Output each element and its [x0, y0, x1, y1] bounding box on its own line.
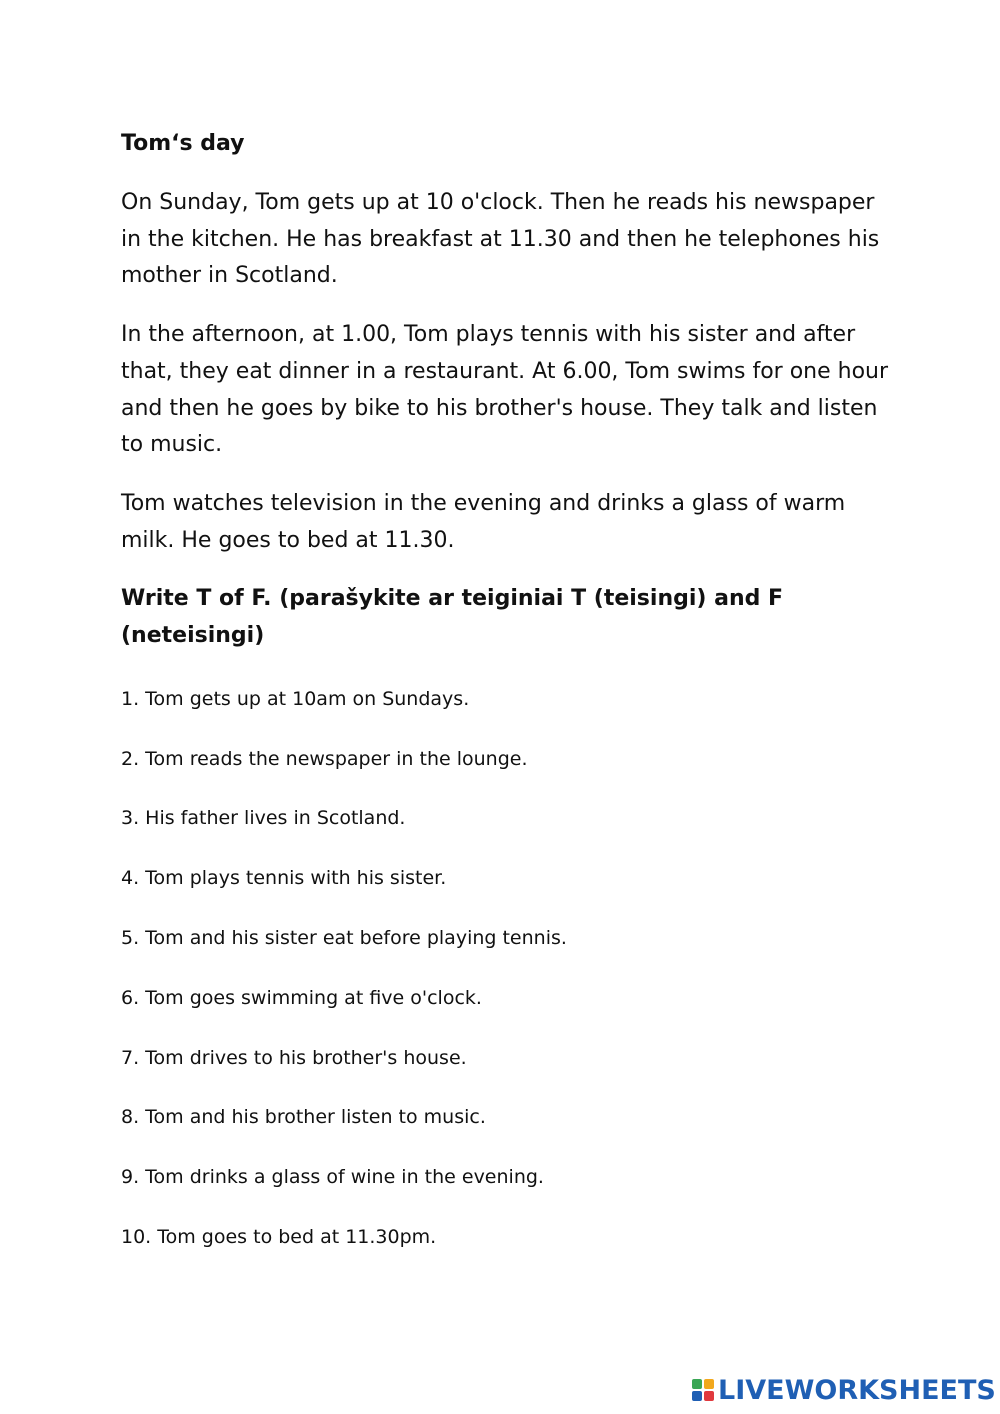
question-item: 2. Tom reads the newspaper in the lounge.	[121, 747, 528, 770]
question-item: 6. Tom goes swimming at five o'clock.	[121, 986, 482, 1009]
liveworksheets-logo-icon	[692, 1379, 714, 1401]
logo-text: LIVEWORKSHEETS	[718, 1374, 996, 1406]
logo-square	[704, 1391, 714, 1401]
logo-square	[692, 1391, 702, 1401]
question-item: 10. Tom goes to bed at 11.30pm.	[121, 1225, 437, 1248]
reading-paragraph-2: In the afternoon, at 1.00, Tom plays tennis with his sister and after that, they eat dinner in a restaurant. At 6.00, Tom swims for one hour and then he goes by bike to his brother's house. They talk and listen to music.	[121, 322, 889, 458]
question-item: 8. Tom and his brother listen to music.	[121, 1106, 486, 1129]
logo-square	[692, 1379, 702, 1389]
question-item: 1. Tom gets up at 10am on Sundays.	[121, 687, 470, 710]
worksheet-content	[121, 128, 901, 1285]
question-item: 4. Tom plays tennis with his sister.	[121, 867, 447, 890]
reading-paragraph-1: On Sunday, Tom gets up at 10 o'clock. Then he reads his newspaper in the kitchen. He has breakfast at 11.30 and then he telephones his mother in Scotland.	[121, 190, 880, 289]
question-item: 7. Tom drives to his brother's house.	[121, 1046, 467, 1069]
worksheet-title: Tom‘s day	[121, 131, 245, 156]
logo-square	[704, 1379, 714, 1389]
question-list	[121, 687, 901, 1249]
question-item: 9. Tom drinks a glass of wine in the evening.	[121, 1166, 544, 1189]
liveworksheets-logo	[692, 1374, 996, 1406]
question-item: 3. His father lives in Scotland.	[121, 807, 406, 830]
question-item: 5. Tom and his sister eat before playing tennis.	[121, 926, 567, 949]
reading-paragraph-3: Tom watches television in the evening and drinks a glass of warm milk. He goes to bed at 11.30.	[121, 490, 846, 553]
task-instruction: Write T of F. (parašykite ar teiginiai T (teisingi) and F (neteisingi)	[121, 586, 784, 649]
